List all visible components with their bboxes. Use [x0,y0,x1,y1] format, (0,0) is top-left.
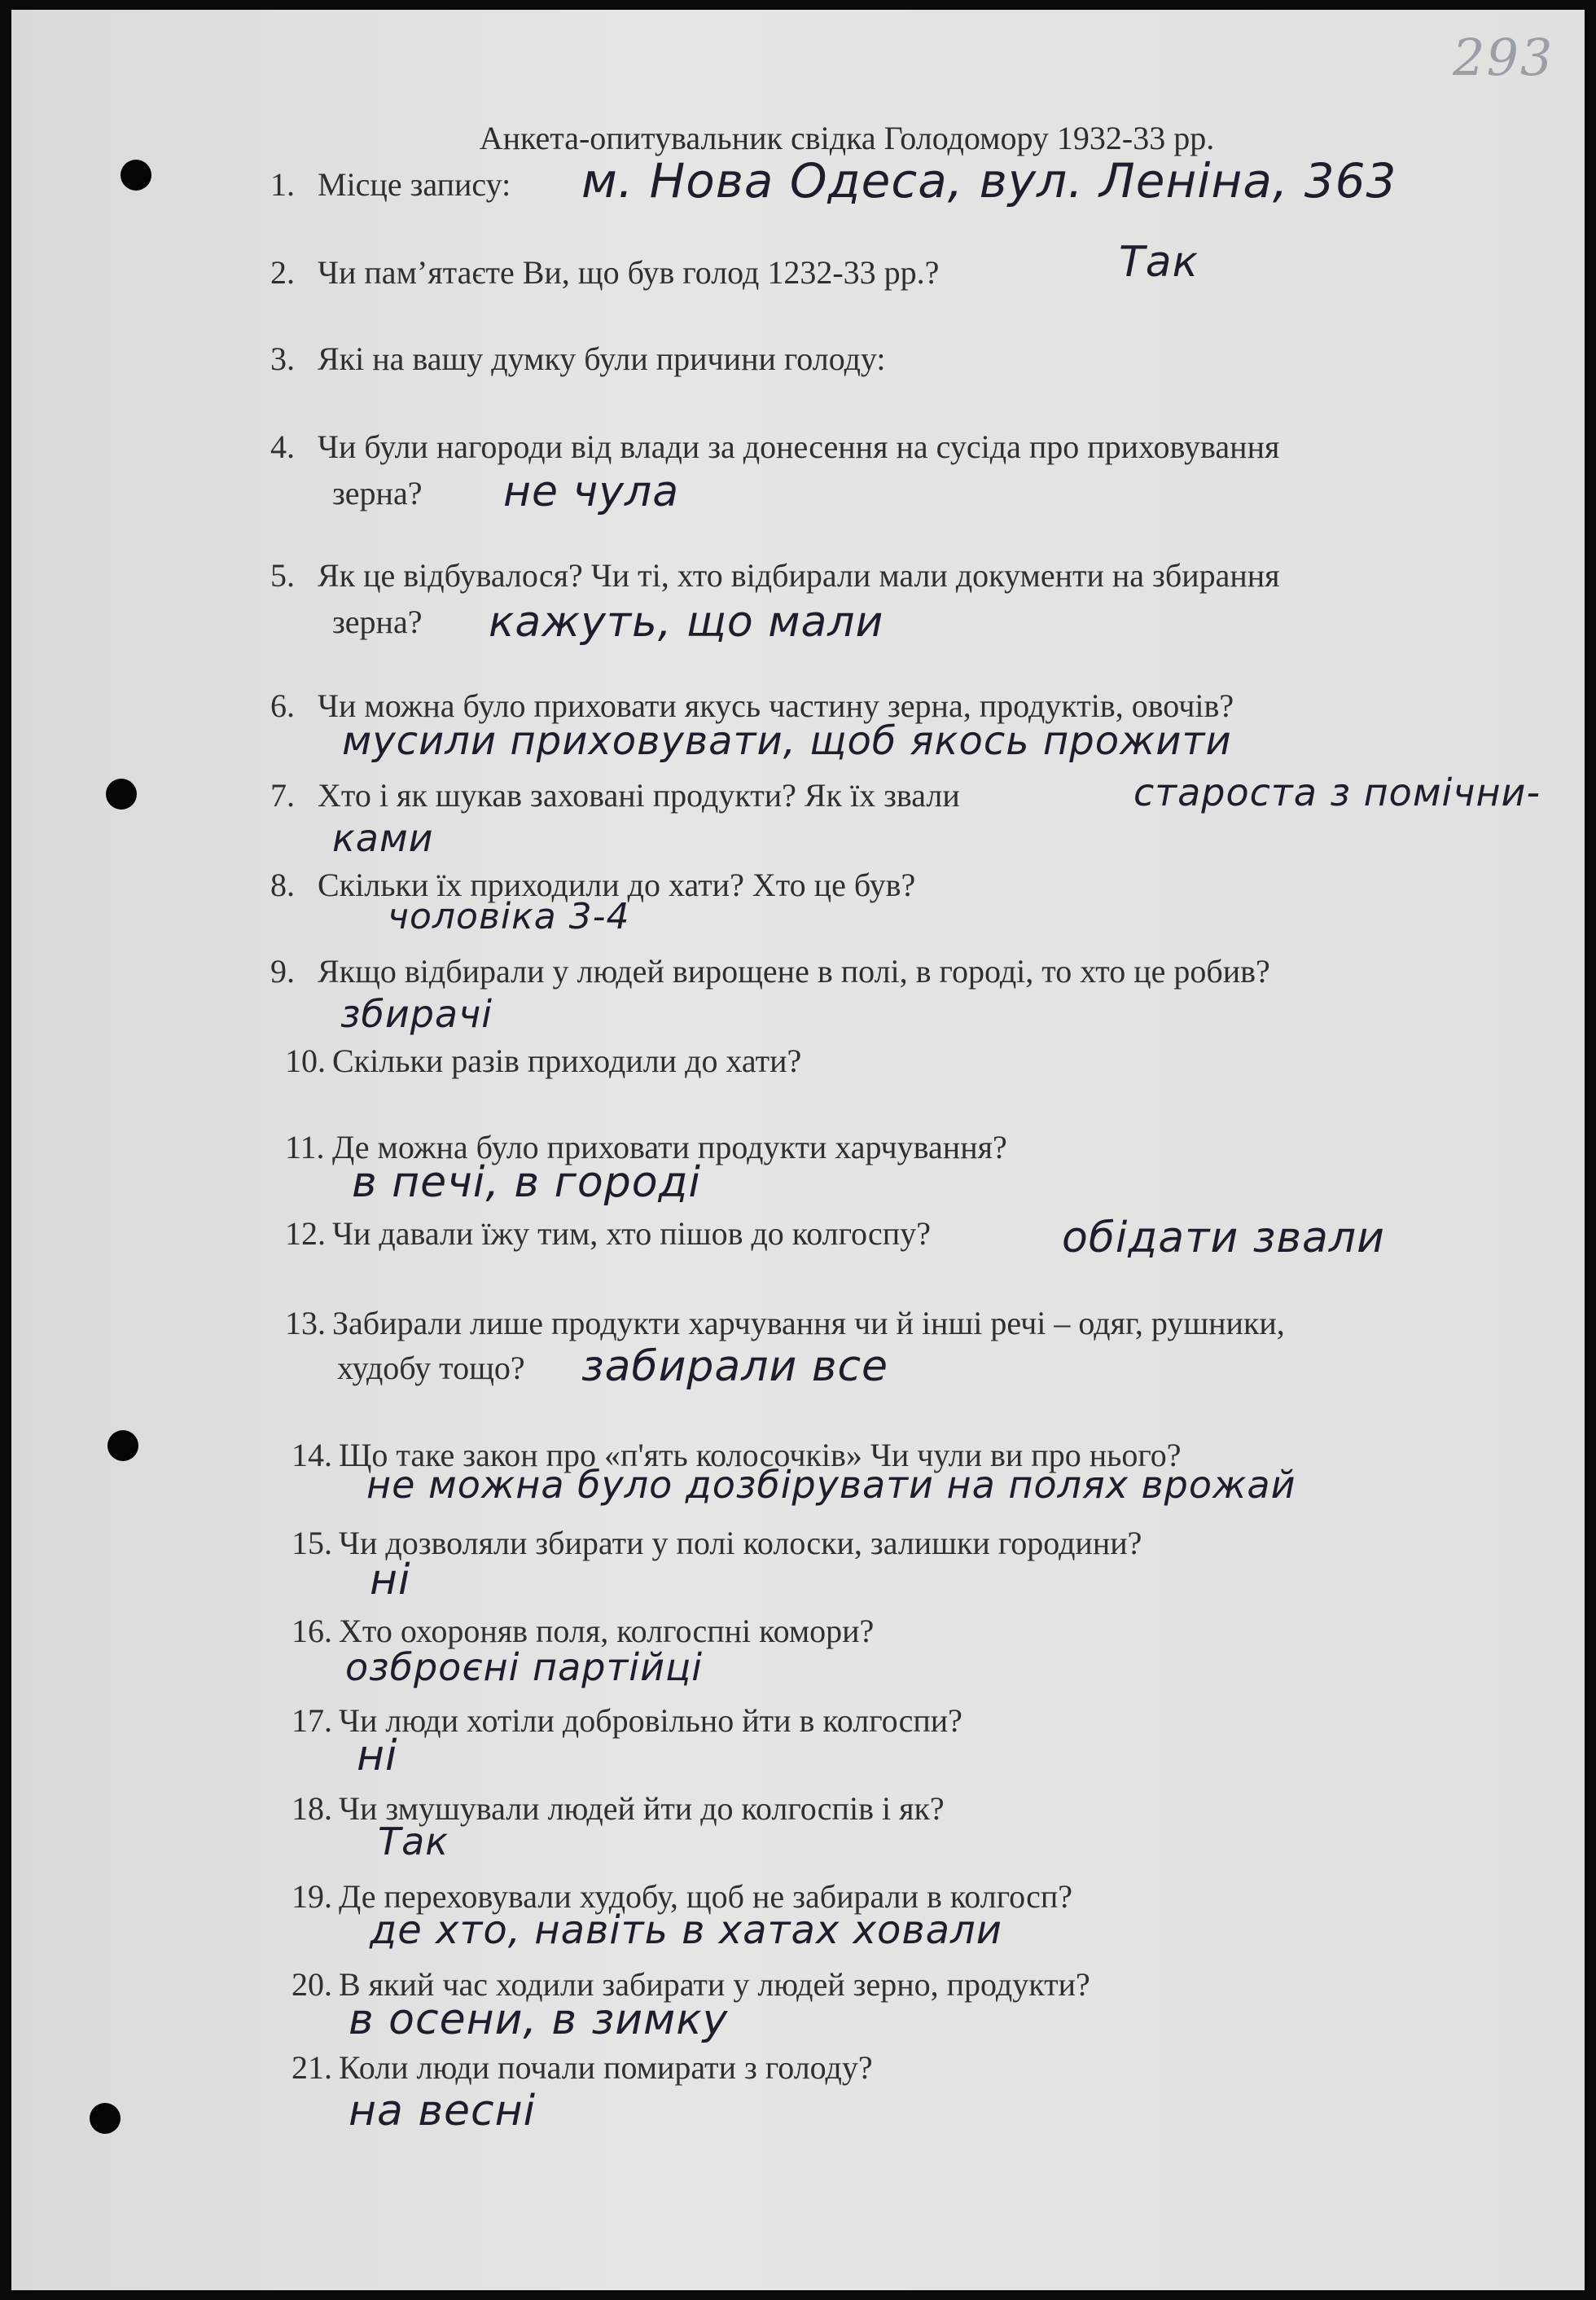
page-number: 293 [1453,28,1554,87]
answer-17: ні [357,1732,398,1780]
question-17: 17. Чи люди хотіли добровільно йти в колгоспи? [292,1702,962,1739]
question-1: 1. Місце запису: [270,166,511,203]
answer-16: озброєні партійці [345,1645,704,1689]
answer-7-continuation: ками [332,816,434,860]
answer-5: кажуть, що мали [489,598,884,647]
question-5: 5. Як це відбувалося? Чи ті, хто відбирали мали документи на збирання [270,557,1280,594]
punch-hole-4 [90,2103,121,2134]
answer-14: не можна було дозбірувати на полях врожай [366,1463,1296,1507]
answer-1: м. Нова Одеса, вул. Леніна, 363 [581,153,1397,208]
question-11: 11. Де можна було приховати продукти харчування? [285,1129,1007,1165]
question-6: 6. Чи можна було приховати якусь частину зерна, продуктів, овочів? [270,687,1234,724]
question-9: 9. Якщо відбирали у людей вирощене в полі, в городі, то хто це робив? [270,953,1270,990]
questionnaire-sheet [11,10,1585,2290]
question-15: 15. Чи дозволяли збирати у полі колоски, залишки городини? [292,1525,1142,1561]
answer-13: забирали все [581,1342,889,1391]
answer-20: в осени, в зимку [349,1995,729,2044]
punch-hole-1 [121,160,151,191]
question-16: 16. Хто охороняв поля, колгоспні комори? [292,1613,875,1649]
question-8: 8. Скільки їх приходили до хати? Хто це був? [270,867,916,903]
question-5-continuation: зерна? [332,604,423,640]
question-4: 4. Чи були нагороди від влади за донесення на сусіда про приховування [270,428,1280,465]
question-18: 18. Чи змушували людей йти до колгоспів і як? [292,1790,945,1827]
punch-hole-2 [106,779,137,810]
answer-4: не чула [503,467,680,516]
answer-18: Так [378,1819,449,1863]
question-13-continuation: худобу тощо? [337,1350,525,1386]
question-12: 12. Чи давали їжу тим, хто пішов до колгоспу? [285,1215,931,1252]
answer-2: Так [1119,238,1199,287]
question-7: 7. Хто і як шукав заховані продукти? Як їх звали [270,777,960,814]
question-14: 14. Що таке закон про «п'ять колосочків» Чи чули ви про нього? [292,1437,1182,1473]
question-3: 3. Які на вашу думку були причини голоду: [270,340,886,377]
question-13: 13. Забирали лише продукти харчування чи й інші речі – одяг, рушники, [285,1305,1285,1341]
answer-7: староста з помічни- [1133,770,1541,814]
answer-15: ні [370,1556,411,1604]
form-title: Анкета-опитувальник свідка Голодомору 1932-33 рр. [479,120,1215,156]
answer-6: мусили приховувати, щоб якось прожити [342,718,1232,764]
question-10: 10. Скільки разів приходили до хати? [285,1042,802,1079]
punch-hole-3 [107,1430,138,1461]
question-20: 20. В який час ходили забирати у людей зерно, продукти? [292,1966,1090,2003]
question-4-continuation: зерна? [332,475,423,511]
question-21: 21. Коли люди почали помирати з голоду? [292,2049,873,2086]
answer-21: на весні [349,2087,537,2135]
answer-9: збирачі [340,992,493,1036]
answer-11: в печі, в городі [352,1158,701,1207]
question-19: 19. Де переховували худобу, щоб не забирали в колгосп? [292,1878,1073,1915]
answer-8: чоловіка 3-4 [388,896,630,937]
question-2: 2. Чи пам’ятаєте Ви, що був голод 1232-33 рр.? [270,254,940,291]
answer-19: де хто, навіть в хатах ховали [370,1907,1002,1953]
answer-12: обідати звали [1062,1214,1385,1262]
